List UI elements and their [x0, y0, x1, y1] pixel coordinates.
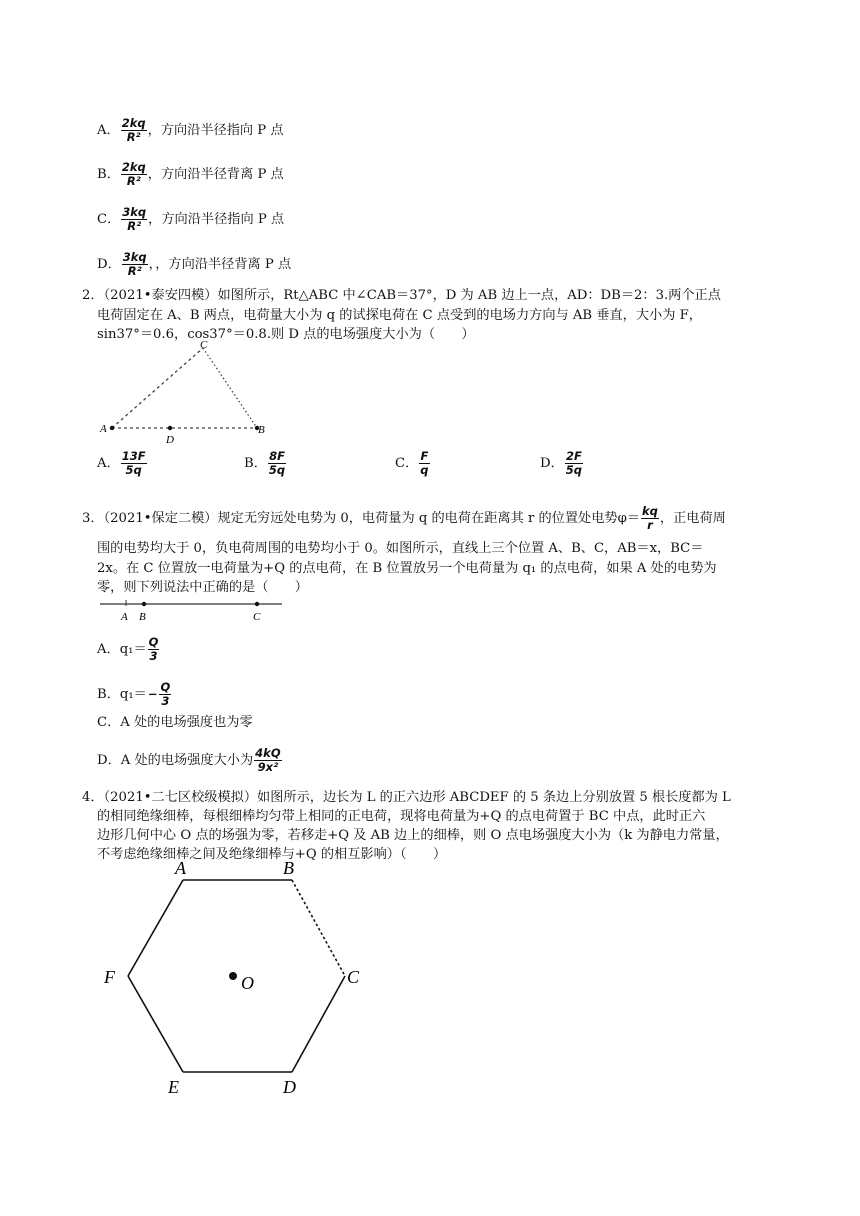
q2-triangle-figure: [90, 338, 280, 446]
label-o: O: [241, 973, 254, 993]
q4-hexagon-figure: [95, 852, 380, 1107]
fraction: [641, 505, 659, 532]
fraction-denominator: 3: [149, 649, 158, 663]
fraction-denominator: q: [420, 463, 429, 477]
q2-option-d: [540, 450, 584, 477]
center-point-o: [229, 972, 237, 980]
label-c: C: [347, 967, 360, 987]
label-a: A: [100, 423, 107, 435]
label-d: D: [283, 1077, 296, 1097]
label-d: D: [166, 434, 174, 446]
q2-option-a: [97, 450, 148, 477]
label-e: E: [168, 1077, 179, 1097]
option-text: q₁＝: [119, 687, 147, 702]
q1-option-a: [97, 117, 284, 144]
stem-text: 3．（2021•保定二模）规定无穷远处电势为 0，电荷量为 q 的电荷在距离其 r 的位置处电势φ＝: [82, 511, 641, 526]
side-ac: [112, 348, 203, 428]
option-letter: D．: [97, 753, 121, 768]
fraction-denominator: R²: [127, 219, 142, 233]
fraction: [148, 636, 160, 663]
q3-option-a: [97, 636, 160, 663]
fraction-numerator: 2kq: [121, 160, 146, 174]
option-text: A 处的电场强度大小为: [120, 753, 254, 768]
option-letter: B．: [97, 167, 120, 182]
fraction: [159, 681, 171, 708]
q4-stem-line-2: 的相同绝缘细棒，每根细棒均匀带上相同的正电荷，现将电荷量为+Q 的点电荷置于 BC 中点，此时正六: [97, 809, 706, 824]
option-letter: A．: [97, 642, 120, 657]
edge-fa: [128, 880, 183, 976]
option-letter: D．: [540, 456, 564, 471]
fraction-denominator: 5q: [268, 463, 286, 477]
fraction: [121, 450, 147, 477]
label-a: A: [175, 858, 186, 878]
q4-stem-line-1: 4．（2021•二七区校级模拟）如图所示，边长为 L 的正六边形 ABCDEF 的 5 条边上分别放置 5 根长度都为 L: [82, 790, 731, 805]
point-c: [255, 602, 259, 606]
fraction-numerator: F: [420, 449, 429, 463]
option-text: ，方向沿半径背离 P 点: [147, 167, 284, 182]
option-letter: B．: [244, 456, 267, 471]
option-letter: A．: [97, 123, 120, 138]
label-a: A: [121, 611, 128, 623]
fraction-numerator: 8F: [269, 449, 285, 463]
q3-stem-line-4: 零，则下列说法中正确的是（ ）: [97, 580, 308, 595]
option-letter: D．: [97, 257, 121, 272]
edge-cd: [292, 976, 345, 1072]
fraction: [268, 450, 286, 477]
fraction-numerator: 3kq: [122, 250, 147, 264]
option-letter: C．: [97, 715, 121, 730]
option-letter: B．: [97, 687, 120, 702]
q1-option-d: [97, 251, 291, 278]
label-c: C: [253, 611, 261, 623]
fraction-numerator: 13F: [121, 449, 146, 463]
fraction: [122, 251, 148, 278]
edge-bc: [292, 880, 345, 976]
q3-stem-line-1: [82, 505, 726, 532]
fraction: [121, 161, 147, 188]
point-b: [142, 602, 146, 606]
fraction-numerator: 4kQ: [255, 746, 281, 760]
edge-ef: [128, 976, 183, 1072]
q3-stem-line-3: 2x。在 C 位置放一电荷量为+Q 的点电荷，在 B 位置放另一个电荷量为 q₁ 的点电荷，如果 A 处的电势为: [97, 561, 717, 576]
side-bc: [203, 348, 257, 428]
option-text: ，方向沿半径指向 P 点: [147, 123, 284, 138]
label-b: B: [139, 611, 146, 623]
label-f: F: [104, 967, 115, 987]
label-b: B: [283, 858, 294, 878]
fraction-denominator: 5q: [565, 463, 582, 477]
q2-stem-line-1: 2．（2021•泰安四模）如图所示，Rt△ABC 中∠CAB＝37°，D 为 AB 边上一点，AD：DB＝2：3.两个正点: [82, 288, 721, 303]
q3-option-d: [97, 747, 283, 774]
fraction-numerator: 3kq: [122, 205, 147, 219]
fraction-denominator: 3: [161, 694, 170, 708]
fraction-denominator: r: [647, 518, 653, 532]
option-letter: C．: [395, 456, 419, 471]
option-text: ，方向沿半径指向 P 点: [148, 212, 285, 227]
fraction: [565, 450, 583, 477]
q1-option-c: [97, 206, 284, 233]
option-text: ，，方向沿半径背离 P 点: [148, 257, 292, 272]
fraction-denominator: R²: [126, 130, 141, 144]
q3-option-c: [97, 713, 253, 733]
q3-option-b: [97, 681, 172, 708]
fraction: [419, 450, 429, 477]
fraction-denominator: 9x²: [257, 760, 279, 774]
option-letter: C．: [97, 212, 121, 227]
fraction-denominator: R²: [126, 174, 141, 188]
fraction-denominator: 5q: [125, 463, 142, 477]
point-a: [110, 426, 114, 430]
q3-stem-line-2: 围的电势均大于 0，负电荷周围的电势均小于 0。如图所示，直线上三个位置 A、B、C，AB＝x，BC＝: [97, 541, 704, 556]
label-b: B: [258, 424, 265, 436]
minus-sign: −: [147, 687, 158, 701]
stem-text: ，正电荷周: [659, 511, 726, 526]
q2-stem-line-3: sin37°＝0.6，cos37°＝0.8.则 D 点的电场强度大小为（ ）: [97, 327, 475, 342]
fraction-numerator: kq: [642, 504, 658, 518]
q2-option-b: [244, 450, 287, 477]
fraction-numerator: 2F: [565, 449, 582, 463]
fraction: [254, 747, 281, 774]
q4-stem-line-4: 不考虑绝缘细棒之间及绝缘细棒与+Q 的相互影响）（ ）: [97, 847, 447, 862]
point-d: [168, 426, 172, 430]
label-c: C: [200, 339, 208, 351]
q2-stem-line-2: 电荷固定在 A、B 两点，电荷量大小为 q 的试探电荷在 C 点受到的电场力方向与 AB 垂直，大小为 F，: [97, 308, 702, 323]
q3-line-figure: [96, 594, 286, 626]
q2-option-c: [395, 450, 431, 477]
fraction-numerator: Q: [160, 680, 171, 694]
q1-option-b: [97, 161, 284, 188]
fraction-numerator: Q: [148, 635, 159, 649]
fraction-numerator: 2kq: [121, 116, 146, 130]
fraction: [121, 117, 147, 144]
fraction: [121, 206, 147, 233]
option-letter: A．: [97, 456, 120, 471]
q4-stem-line-3: 边形几何中心 O 点的场强为零，若移走+Q 及 AB 边上的细棒，则 O 点电场强度大小为（k 为静电力常量，: [97, 828, 729, 843]
option-text: A 处的电场强度也为零: [120, 715, 253, 730]
fraction-denominator: R²: [127, 264, 142, 278]
option-text: q₁＝: [119, 642, 147, 657]
